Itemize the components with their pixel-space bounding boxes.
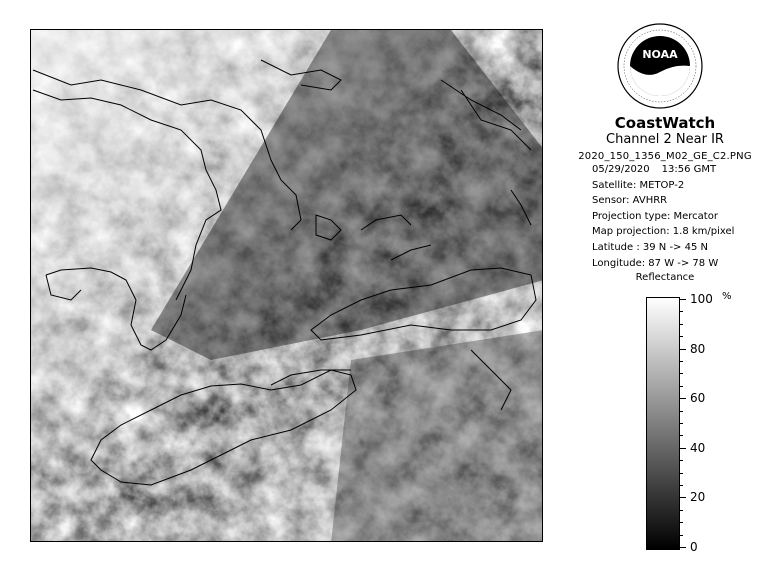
colorbar-tick-label: 80 xyxy=(690,341,706,356)
datetime-row xyxy=(592,162,772,178)
colorbar-tick-label: 60 xyxy=(690,391,706,406)
colorbar-tick-label: 40 xyxy=(690,440,706,455)
logo-text: NOAA xyxy=(642,48,678,61)
colorbar-minor-tick xyxy=(680,324,683,325)
colorbar-tick-label: 20 xyxy=(690,490,706,505)
projection-type-row: Projection type: Mercator xyxy=(592,210,718,222)
satellite-row: Satellite: METOP-2 xyxy=(592,179,685,191)
satellite-image xyxy=(31,30,543,542)
colorbar-tick-label: 0 xyxy=(690,540,698,554)
colorbar-minor-tick xyxy=(680,485,683,486)
colorbar-minor-tick xyxy=(680,386,683,387)
legend-unit: % xyxy=(722,291,732,302)
time-value: 13:56 GMT xyxy=(661,164,717,175)
colorbar-minor-tick xyxy=(680,361,683,362)
colorbar-tick xyxy=(680,547,686,548)
colorbar-minor-tick xyxy=(680,510,683,511)
filename-label: 2020_150_1356_M02_GE_C2.PNG xyxy=(578,151,752,162)
satellite-map xyxy=(30,29,543,542)
reflectance-colorbar xyxy=(646,297,680,550)
title-block xyxy=(560,112,770,163)
colorbar-tick xyxy=(680,349,686,350)
colorbar-minor-tick xyxy=(680,473,683,474)
colorbar-tick xyxy=(680,497,686,498)
colorbar-minor-tick xyxy=(680,535,683,536)
latitude-row: Latitude : 39 N -> 45 N xyxy=(592,241,708,253)
colorbar-tick xyxy=(680,448,686,449)
brand-title: CoastWatch xyxy=(614,114,716,132)
colorbar-tick xyxy=(680,299,686,300)
channel-label: Channel 2 Near IR xyxy=(606,132,724,147)
colorbar-tick-label: 100 xyxy=(690,292,713,306)
metadata-block xyxy=(592,162,772,271)
colorbar-minor-tick xyxy=(680,373,683,374)
colorbar-tick xyxy=(680,398,686,399)
colorbar-minor-tick xyxy=(680,522,683,523)
colorbar-minor-tick xyxy=(680,336,683,337)
colorbar-minor-tick xyxy=(680,311,683,312)
date-value: 05/29/2020 xyxy=(592,164,650,175)
longitude-row: Longitude: 87 W -> 78 W xyxy=(592,257,719,269)
colorbar-minor-tick xyxy=(680,460,683,461)
colorbar-minor-tick xyxy=(680,435,683,436)
colorbar-minor-tick xyxy=(680,423,683,424)
legend-title: Reflectance xyxy=(635,272,695,283)
map-projection-row: Map projection: 1.8 km/pixel xyxy=(592,226,735,238)
sensor-row: Sensor: AVHRR xyxy=(592,195,668,207)
colorbar-minor-tick xyxy=(680,411,683,412)
noaa-logo-icon xyxy=(616,22,704,110)
